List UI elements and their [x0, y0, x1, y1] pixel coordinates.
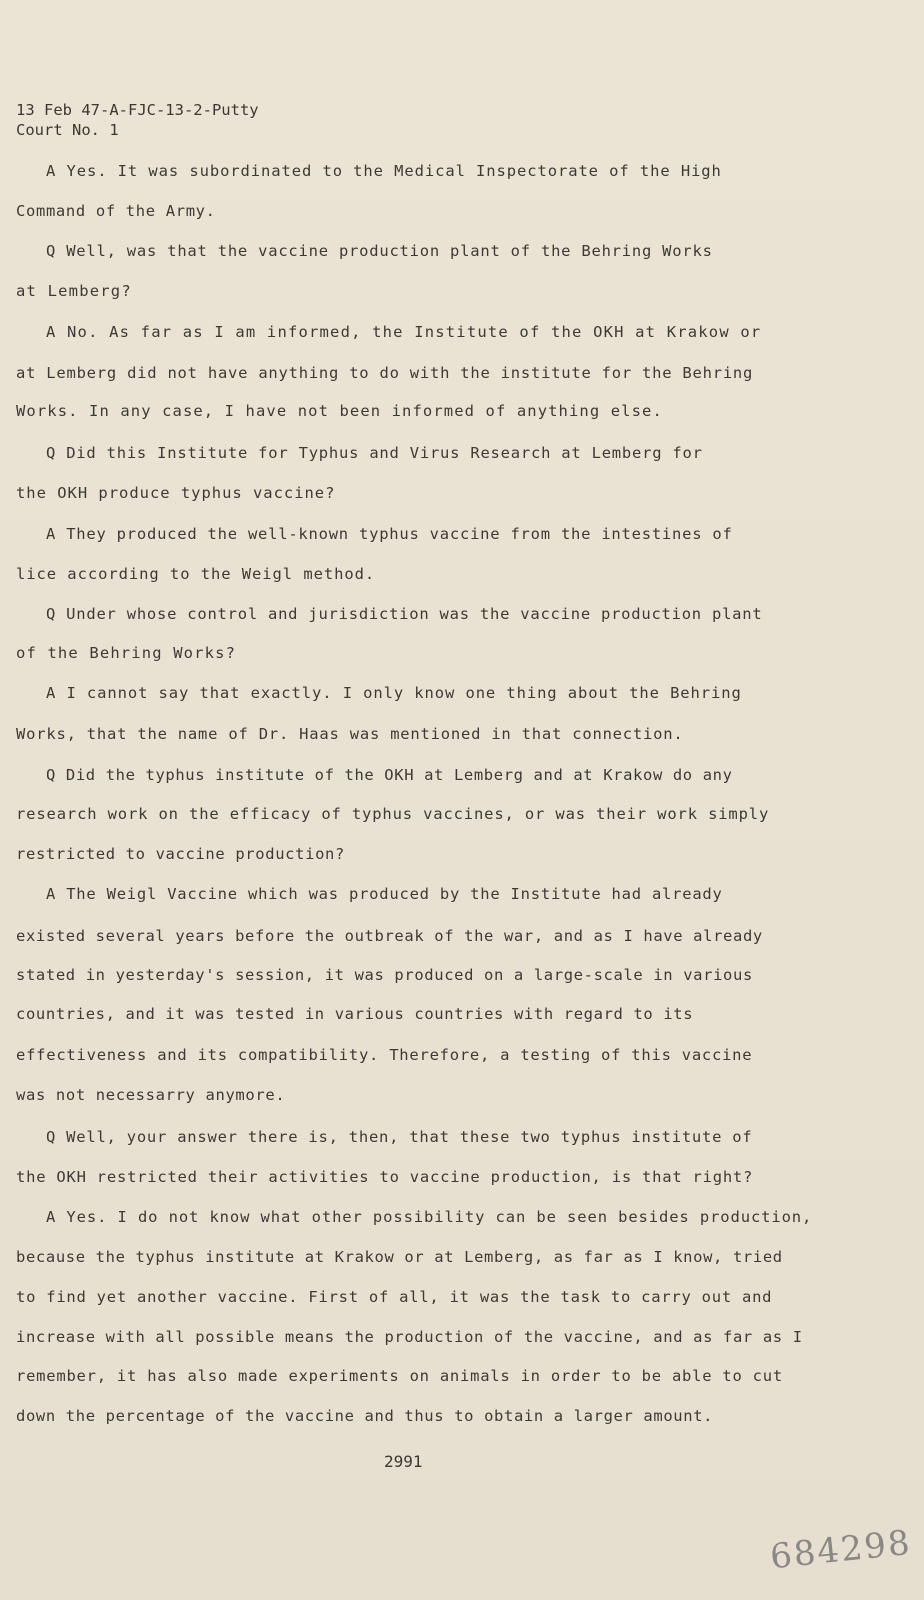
transcript-line: A No. As far as I am informed, the Institute of the OKH at Krakow or: [46, 323, 762, 341]
handwritten-stamp-number: 684298: [768, 1522, 914, 1578]
transcript-line: the OKH produce typhus vaccine?: [16, 484, 336, 502]
transcript-line: A Yes. It was subordinated to the Medical Inspectorate of the High: [46, 162, 722, 180]
transcript-line: because the typhus institute at Krakow or at Lemberg, as far as I know, tried: [16, 1248, 783, 1266]
transcript-line: Command of the Army.: [16, 202, 216, 220]
transcript-line: existed several years before the outbreak of the war, and as I have already: [16, 927, 763, 945]
transcript-line: remember, it has also made experiments on animals in order to be able to cut: [16, 1367, 783, 1385]
transcript-line: A I cannot say that exactly. I only know one thing about the Behring: [46, 684, 742, 702]
transcript-line: to find yet another vaccine. First of all, it was the task to carry out and: [16, 1288, 773, 1306]
transcript-line: was not necessarry anymore.: [16, 1086, 286, 1104]
transcript-line: Q Did the typhus institute of the OKH at Lemberg and at Krakow do any: [46, 766, 733, 784]
transcript-line: stated in yesterday's session, it was produced on a large-scale in various: [16, 966, 753, 984]
transcript-line: at Lemberg did not have anything to do with the institute for the Behring: [16, 364, 754, 382]
page-number: 2991: [384, 1452, 423, 1471]
transcript-line: restricted to vaccine production?: [16, 845, 345, 863]
transcript-line: A Yes. I do not know what other possibility can be seen besides production,: [46, 1208, 813, 1226]
transcript-line: A The Weigl Vaccine which was produced by the Institute had already: [46, 885, 723, 903]
transcript-line: Q Well, was that the vaccine production plant of the Behring Works: [46, 242, 713, 260]
transcript-line: A They produced the well-known typhus vaccine from the intestines of: [46, 525, 733, 543]
transcript-line: research work on the efficacy of typhus vaccines, or was their work simply: [16, 805, 770, 823]
transcript-line: Q Did this Institute for Typhus and Virus Research at Lemberg for: [46, 444, 703, 462]
transcript-line: at Lemberg?: [16, 282, 132, 300]
header-court: Court No. 1: [16, 121, 119, 139]
document-header: [16, 100, 259, 140]
transcript-line: the OKH restricted their activities to vaccine production, is that right?: [16, 1168, 754, 1186]
header-reference: 13 Feb 47-A-FJC-13-2-Putty: [16, 101, 259, 119]
transcript-line: Q Well, your answer there is, then, that these two typhus institute of: [46, 1128, 753, 1146]
transcript-line: effectiveness and its compatibility. Therefore, a testing of this vaccine: [16, 1046, 753, 1064]
transcript-line: increase with all possible means the production of the vaccine, and as far as I: [16, 1328, 803, 1346]
transcript-line: Q Under whose control and jurisdiction was the vaccine production plant: [46, 605, 763, 623]
transcript-line: down the percentage of the vaccine and thus to obtain a larger amount.: [16, 1407, 714, 1425]
transcript-line: Works, that the name of Dr. Haas was mentioned in that connection.: [16, 725, 684, 743]
transcript-line: of the Behring Works?: [16, 644, 237, 662]
transcript-line: Works. In any case, I have not been informed of anything else.: [16, 402, 663, 420]
transcript-line: countries, and it was tested in various countries with regard to its: [16, 1005, 694, 1023]
transcript-line: lice according to the Weigl method.: [16, 565, 376, 583]
